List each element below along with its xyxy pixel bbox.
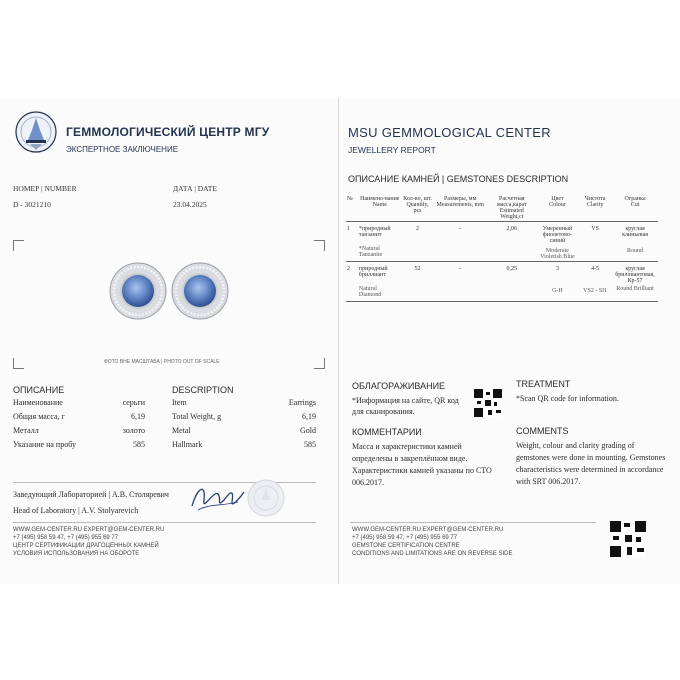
desc-row bbox=[172, 398, 316, 412]
gem-clarity-ru: 4-5 bbox=[591, 266, 600, 272]
gem-measurements: - bbox=[459, 266, 462, 272]
desc-row bbox=[13, 398, 145, 412]
col-header-en: Clarity bbox=[586, 202, 604, 208]
footer-line: +7 (495) 958 59 47, +7 (495) 955 69 77 bbox=[13, 535, 119, 541]
col-header bbox=[537, 195, 579, 222]
comments-ru-text: Масса и характеристики камней определены в закреплённом виде. Характеристики камней указаны по СТО 006.2017. bbox=[352, 442, 492, 487]
col-header-ru: Цвет bbox=[551, 196, 564, 202]
desc-value: Gold bbox=[300, 426, 316, 435]
plating-heading: ОБЛАГОРАЖИВАНИЕ bbox=[352, 381, 446, 391]
comments-en-text: Weight, colour and clarity grading of gemstones were done in mounting. Gemstones characteristics were determined in accordance with SRT 006.2017. bbox=[516, 441, 666, 486]
gem-weight: 0,25 bbox=[506, 266, 518, 272]
gem-name-ru: природный бриллиант bbox=[358, 266, 388, 278]
gem-number: 1 bbox=[347, 226, 350, 232]
footer-line: +7 (495) 958 59 47, +7 (495) 955 69 77 bbox=[352, 535, 458, 541]
desc-ru-heading: ОПИСАНИЕ bbox=[13, 385, 65, 395]
number-label: НОМЕР | NUMBER bbox=[13, 184, 77, 193]
desc-value: 6,19 bbox=[302, 412, 316, 421]
gem-cut-en: Round bbox=[627, 248, 644, 254]
plating-text: *Информация на сайте, QR код для сканирования. bbox=[352, 396, 459, 416]
gem-clarity bbox=[578, 222, 612, 262]
desc-label: Total Weight, g bbox=[172, 412, 222, 421]
col-header-en: Name bbox=[372, 202, 387, 208]
footer-line: GEMSTONE CERTIFICATION CENTRE bbox=[352, 543, 460, 549]
col-header-en: Measurements, mm bbox=[436, 202, 484, 208]
divider bbox=[350, 522, 596, 523]
date-label: ДАТА | DATE bbox=[173, 184, 217, 193]
gem-clarity-ru: VS bbox=[591, 226, 600, 232]
head-of-lab-en: Head of Laboratory | A.V. Stolyarevich bbox=[13, 506, 139, 515]
gem-name bbox=[358, 222, 402, 262]
qr-code-icon[interactable] bbox=[474, 389, 502, 417]
signature-icon bbox=[188, 480, 248, 516]
photo-frame-tr bbox=[314, 240, 325, 251]
footer-line: WWW.GEM-CENTER.RU EXPERT@GEM-CENTER.RU bbox=[13, 527, 165, 533]
desc-value: Earrings bbox=[288, 398, 316, 407]
col-header-ru: Огранка bbox=[624, 196, 646, 202]
treatment-text: *Scan QR code for information. bbox=[516, 394, 619, 403]
desc-value: золото bbox=[122, 426, 145, 435]
gem-heading: ОПИСАНИЕ КАМНЕЙ | GEMSTONES DESCRIPTION bbox=[348, 174, 569, 184]
center-name-ru: ГЕММОЛОГИЧЕСКИЙ ЦЕНТР МГУ bbox=[66, 125, 270, 139]
col-header bbox=[358, 195, 402, 222]
gem-name-en: Natural Diamond bbox=[358, 286, 382, 298]
desc-value: 6,19 bbox=[131, 412, 145, 421]
gem-colour-ru: Умеренный фиолетово-синий bbox=[542, 226, 573, 244]
desc-label: Item bbox=[172, 398, 187, 407]
col-header-ru: Расчетная масса,карат bbox=[496, 196, 527, 208]
col-header bbox=[487, 195, 537, 222]
gem-cut-en: Round Brilliant bbox=[616, 286, 654, 292]
col-header bbox=[578, 195, 612, 222]
desc-row bbox=[13, 440, 145, 454]
desc-value: серьги bbox=[122, 398, 145, 407]
col-header-en: Cut bbox=[630, 202, 640, 208]
gem-cut bbox=[612, 262, 658, 302]
gem-clarity bbox=[578, 262, 612, 302]
gem-colour bbox=[537, 222, 579, 262]
gem-measurements: - bbox=[459, 226, 462, 232]
desc-label: Общая масса, г bbox=[13, 412, 65, 421]
table-row bbox=[346, 262, 658, 302]
gem-qty: 2 bbox=[416, 226, 420, 232]
photo-caption: ФОТО ВНЕ МАСШТАБА | PHOTO OUT OF SCALE bbox=[104, 359, 220, 365]
desc-table-ru bbox=[13, 398, 145, 454]
gem-qty: 52 bbox=[414, 266, 421, 272]
desc-value: 585 bbox=[304, 440, 316, 449]
footer-line: УСЛОВИЯ ИСПОЛЬЗОВАНИЯ НА ОБОРОТЕ bbox=[13, 551, 140, 557]
head-of-lab-ru: Заведующий Лабораторией | А.В. Столяревич bbox=[13, 490, 169, 499]
photo-frame-br bbox=[314, 358, 325, 369]
gemstones-table bbox=[346, 195, 658, 302]
gem-number: 2 bbox=[347, 266, 350, 272]
report-title-ru: ЭКСПЕРТНОЕ ЗАКЛЮЧЕНИЕ bbox=[66, 145, 179, 154]
col-header bbox=[402, 195, 434, 222]
gem-colour-en: Moderate Violetish Blue bbox=[540, 248, 575, 260]
report-title-en: JEWELLERY REPORT bbox=[348, 145, 436, 155]
msu-logo-icon bbox=[14, 110, 58, 154]
desc-label: Указание на пробу bbox=[13, 440, 76, 449]
table-row bbox=[346, 222, 658, 262]
col-header-ru: Чистота bbox=[584, 196, 606, 202]
photo-frame-bl bbox=[13, 358, 24, 369]
photo-frame-tl bbox=[13, 240, 24, 251]
date-value: 23.04.2025 bbox=[173, 200, 207, 209]
treatment-heading: TREATMENT bbox=[516, 379, 571, 389]
col-header-ru: Кол-во, шт. bbox=[403, 196, 432, 202]
desc-label: Hallmark bbox=[172, 440, 203, 449]
desc-en-heading: DESCRIPTION bbox=[172, 385, 234, 395]
gem-colour bbox=[537, 262, 579, 302]
gem-colour-ru: 3 bbox=[555, 266, 559, 272]
col-header bbox=[433, 195, 487, 222]
col-header: № bbox=[347, 196, 353, 202]
desc-value: 585 bbox=[133, 440, 145, 449]
desc-row bbox=[13, 426, 145, 440]
desc-row bbox=[13, 412, 145, 426]
desc-label: Наименование bbox=[13, 398, 63, 407]
col-header-en: Quantity, pcs bbox=[406, 202, 429, 214]
gem-cut-ru: круглая клиньевая bbox=[622, 226, 648, 238]
col-header-ru: Наимено-вание bbox=[360, 196, 400, 202]
gem-cut-ru: круглая бриллиантовая, Кр-57 bbox=[615, 266, 655, 284]
seal-stamp-icon bbox=[246, 478, 286, 518]
table-header-row bbox=[346, 195, 658, 222]
col-header-en: Estimated Weight,ct bbox=[499, 208, 524, 220]
qr-code-icon[interactable] bbox=[610, 521, 646, 557]
gem-clarity-en: VS2 - SI1 bbox=[583, 288, 608, 294]
desc-row bbox=[172, 440, 316, 454]
desc-row bbox=[172, 426, 316, 440]
earring-photo bbox=[104, 260, 234, 322]
desc-table-en bbox=[172, 398, 316, 454]
footer-line: WWW.GEM-CENTER.RU EXPERT@GEM-CENTER.RU bbox=[352, 527, 504, 533]
desc-label: Metal bbox=[172, 426, 191, 435]
divider bbox=[13, 522, 316, 523]
gem-weight: 2,06 bbox=[506, 226, 518, 232]
col-header bbox=[612, 195, 658, 222]
center-name-en: MSU GEMMOLOGICAL CENTER bbox=[348, 125, 551, 140]
col-header-ru: Размеры, мм bbox=[444, 196, 477, 202]
col-header-en: Colour bbox=[549, 202, 566, 208]
gem-cut bbox=[612, 222, 658, 262]
number-value: D - 3021210 bbox=[13, 200, 51, 209]
gem-name-ru: *природный танзанит bbox=[358, 226, 391, 238]
comments-en-heading: COMMENTS bbox=[516, 426, 569, 436]
footer-line: ЦЕНТР СЕРТИФИКАЦИИ ДРАГОЦЕННЫХ КАМНЕЙ bbox=[13, 543, 159, 549]
gem-name bbox=[358, 262, 402, 302]
desc-label: Металл bbox=[13, 426, 39, 435]
page-fold bbox=[338, 98, 339, 584]
comments-ru-heading: КОММЕНТАРИИ bbox=[352, 427, 422, 437]
gem-name-en: *Natural Tanzanite bbox=[358, 246, 383, 258]
footer-line: CONDITIONS AND LIMITATIONS ARE ON REVERSE SIDE bbox=[352, 551, 513, 557]
gem-colour-en: G-H bbox=[552, 288, 563, 294]
desc-row bbox=[172, 412, 316, 426]
